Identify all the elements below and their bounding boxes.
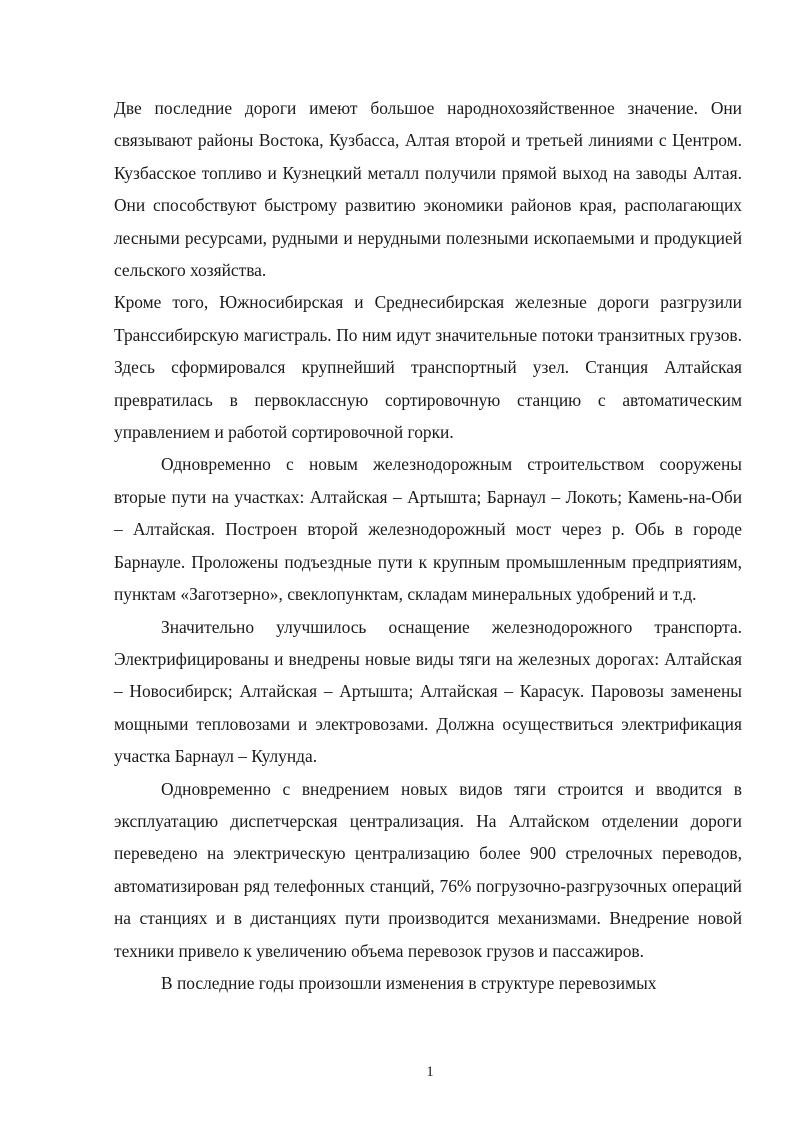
page-number: 1 [426,1064,434,1080]
paragraph-1: Две последние дороги имеют большое народнохозяйственное значение. Они связывают районы Востока, Кузбасса, Алтая второй и третьей линиями с Центром. Кузбасское топливо и Кузнецкий металл получили прямой выход на заводы Алтая. Они способствуют быстрому развитию экономики районов края, располагающих лесными ресурсами, рудными и нерудными полезными ископаемыми и продукцией сельского хозяйства. [114,98,742,281]
paragraph-5: Одновременно с внедрением новых видов тяги строится и вводится в эксплуатацию диспетчерская централизация. На Алтайском отделении дороги переведено на электрическую централизацию более 900 стрелочных переводов, автоматизирован ряд телефонных станций, 76% погрузочно-разгрузочных операций на станциях и в дистанциях пути производится механизмами. Внедрение новой техники привело к увеличению объема перевозок грузов и пассажиров. [114,778,742,961]
paragraph-6: В последние годы произошли изменения в структуре перевозимых [161,972,657,993]
paragraph-4: Значительно улучшилось оснащение железнодорожного транспорта. Электрифицированы и внедрены новые виды тяги на железных дорогах: Алтайская – Новосибирск; Алтайская – Артышта; Алтайская – Карасук. Паровозы заменены мощными тепловозами и электровозами. Должна осуществиться электрификация участка Барнаул – Кулунда. [114,616,742,767]
paragraph-2: Кроме того, Южносибирская и Среднесибирская железные дороги разгрузили Транссибирскую магистраль. По ним идут значительные потоки транзитных грузов. Здесь сформировался крупнейший транспортный узел. Станция Алтайская превратилась в первоклассную сортировочную станцию с автоматическим управлением и работой сортировочной горки. [114,292,742,443]
body-text [114,92,742,999]
paragraph-3: Одновременно с новым железнодорожным строительством сооружены вторые пути на участках: Алтайская – Артышта; Барнаул – Локоть; Камень-на-Оби – Алтайская. Построен второй железнодорожный мост через р. Обь в городе Барнауле. Проложены подъездные пути к крупным промышленным предприятиям, пунктам «Заготзерно», свеклопунктам, складам минеральных удобрений и т.д. [114,454,742,605]
